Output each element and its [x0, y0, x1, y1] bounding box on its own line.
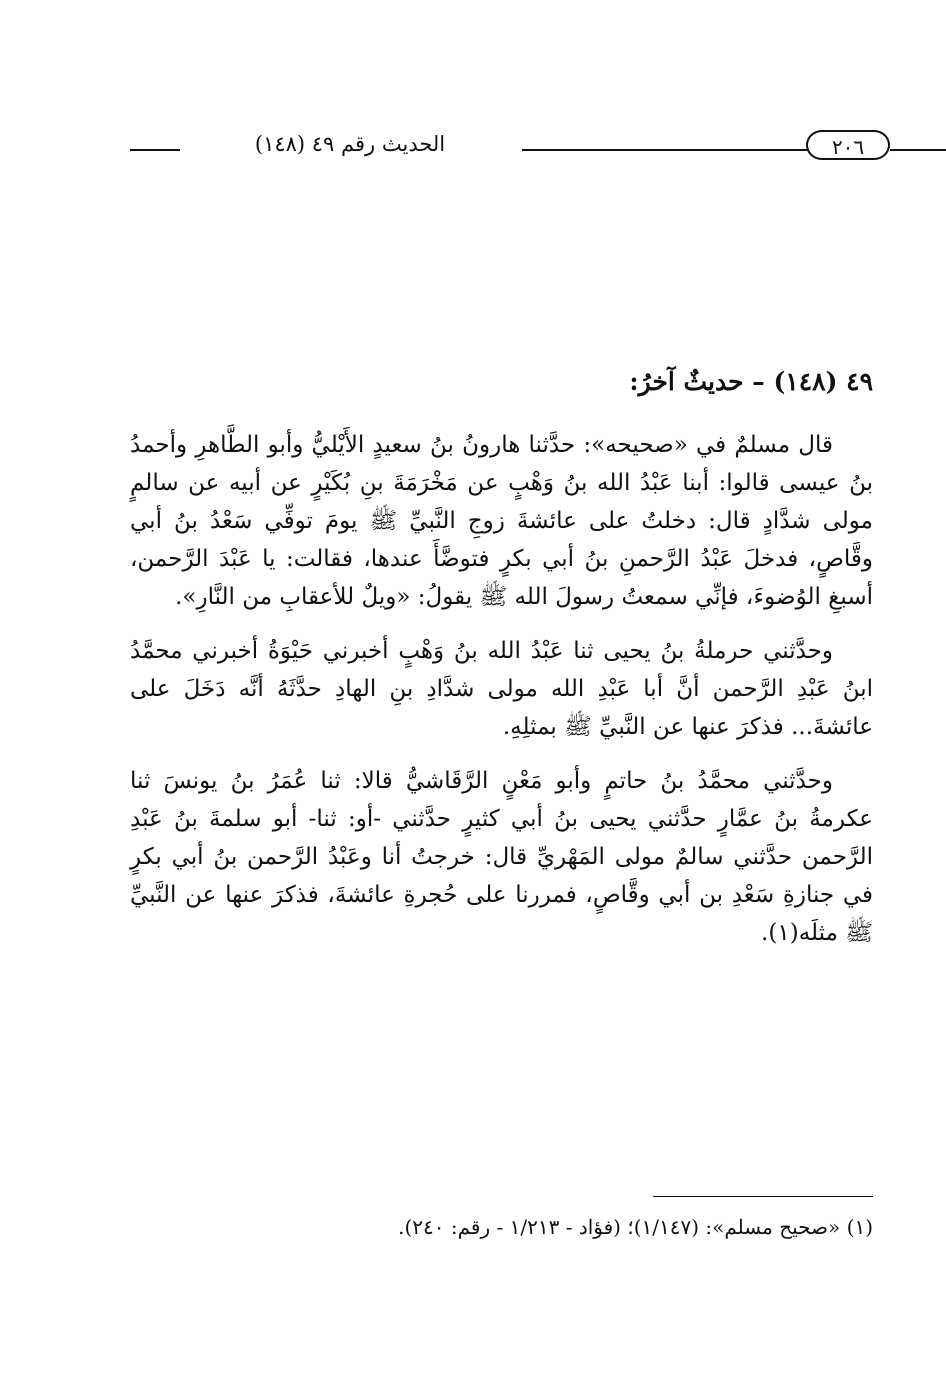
- footnote-divider: [653, 1196, 873, 1197]
- paragraph-2: وحدَّثني حرملةُ بنُ يحيى ثنا عَبْدُ الله بنُ وَهْبٍ أخبرني حَيْوَةُ أخبرني محمَّدُ ابنُ عَبْدِ الرَّحمن أنَّ أبا عَبْدِ الله مولى شدَّادِ بنِ الهادِ حدَّثَهُ أنَّه دَخَلَ على عائشةَ... فذكرَ عنها عن النَّبيِّ ﷺ بمثلِهِ.: [130, 638, 873, 740]
- page-number: ٢٠٦: [806, 130, 890, 160]
- hadith-heading: ٤٩ (١٤٨) – حديثٌ آخرُ:: [629, 367, 873, 396]
- paragraph-3: وحدَّثني محمَّدُ بنُ حاتمٍ وأبو مَعْنٍ الرَّقَاشيُّ قالا: ثنا عُمَرُ بنُ يونسَ ثنا عكرمةُ بنُ عمَّارٍ حدَّثني يحيى بنُ أبي كثيرٍ حدَّثني -أو: ثنا- أبو سلمةَ بنُ عَبْدِ الرَّحمن حدَّثني سالمٌ مولى المَهْريِّ قال: خرجتُ أنا وعَبْدُ الرَّحمن بنُ أبي بكرٍ في جنازةِ سَعْدِ بن أبي وقَّاصٍ، فمررنا على حُجرةِ عائشةَ، فذكرَ عنها عن النَّبيِّ ﷺ مثلَه(١).: [130, 768, 873, 946]
- paragraph-1: قال مسلمٌ في «صحيحه»: حدَّثنا هارونُ بنُ سعيدٍ الأَيْليُّ وأبو الطَّاهرِ وأحمدُ بنُ عيسى قالوا: أبنا عَبْدُ الله بنُ وَهْبٍ عن مَخْرَمَةَ بنِ بُكَيْرٍ عن أبيه عن سالمٍ مولى شدَّادٍ قال: دخلتُ على عائشةَ زوجِ النَّبيِّ ﷺ يومَ توفِّي سَعْدُ بنُ أبي وقَّاصٍ، فدخلَ عَبْدُ الرَّحمنِ بنُ أبي بكرٍ فتوضَّأَ عندها، فقالت: يا عَبْدَ الرَّحمن، أسبغِ الوُضوءَ، فإنِّي سمعتُ رسولَ الله ﷺ يقولُ: «ويلٌ للأعقابِ من النَّارِ».: [130, 432, 873, 610]
- footnote: (١) «صحيح مسلم»: (١/١٤٧)؛ (فؤاد - ١/٢١٣ - رقم: ٢٤٠).: [398, 1215, 873, 1239]
- header-rule-right: [890, 149, 946, 151]
- header-rule-middle: [522, 149, 808, 151]
- page-header: [130, 128, 873, 164]
- main-text: [130, 362, 873, 968]
- running-title: الحديث رقم ٤٩ (١٤٨): [254, 132, 446, 156]
- header-rule-left: [130, 149, 180, 151]
